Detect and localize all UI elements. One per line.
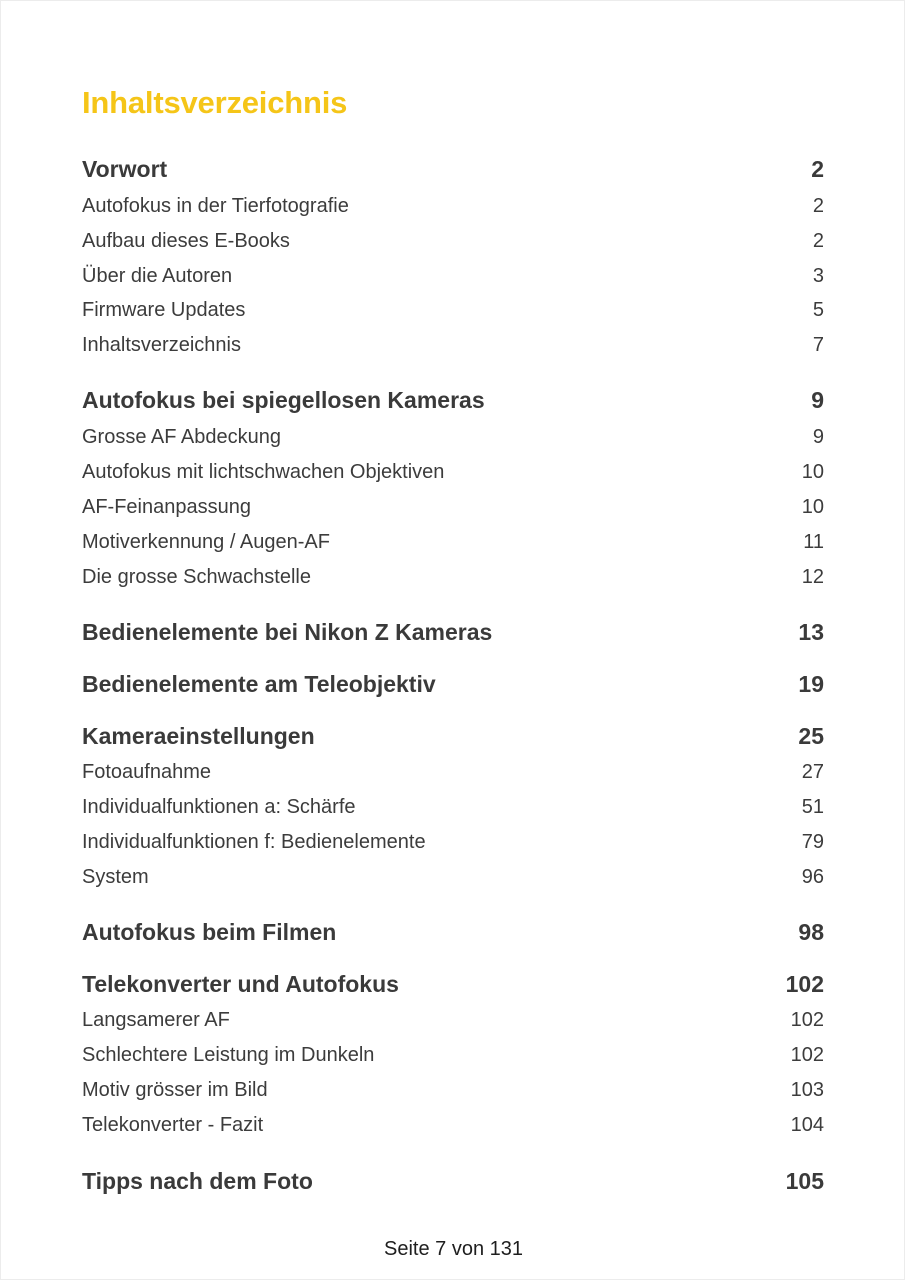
toc-entry-page: 10 <box>801 496 824 518</box>
toc-entry-page: 3 <box>812 265 824 287</box>
toc-entry-label: Die grosse Schwachstelle <box>82 566 311 588</box>
toc-entry-section[interactable] <box>82 265 824 293</box>
toc-entry-label: Individualfunktionen f: Bedienelemente <box>82 831 426 853</box>
toc-entry-label: Firmware Updates <box>82 299 246 321</box>
toc-entry-label: Grosse AF Abdeckung <box>82 426 282 448</box>
toc-entry-section[interactable] <box>82 1114 824 1142</box>
toc-entry-section[interactable] <box>82 831 824 859</box>
toc-entry-section[interactable] <box>82 461 824 489</box>
toc-entry-section[interactable] <box>82 334 824 362</box>
toc-entry-page: 9 <box>812 426 824 448</box>
toc-entry-label: Telekonverter - Fazit <box>82 1114 264 1136</box>
toc-entry-label: System <box>82 866 149 888</box>
toc-entry-label: Über die Autoren <box>82 265 233 287</box>
toc-entry-section[interactable] <box>82 426 824 454</box>
toc-entry-chapter[interactable] <box>82 619 824 649</box>
toc-entry-section[interactable] <box>82 866 824 894</box>
toc-entry-section[interactable] <box>82 195 824 223</box>
toc-entry-chapter[interactable] <box>82 919 824 949</box>
toc-entry-section[interactable] <box>82 796 824 824</box>
toc-entry-label: Autofokus beim Filmen <box>82 919 337 945</box>
toc-entry-label: AF-Feinanpassung <box>82 496 251 518</box>
toc-entry-section[interactable] <box>82 1044 824 1072</box>
toc-entry-page: 104 <box>790 1114 824 1136</box>
toc-entry-page: 10 <box>801 461 824 483</box>
toc-entry-chapter[interactable] <box>82 1168 824 1198</box>
toc-entry-label: Bedienelemente bei Nikon Z Kameras <box>82 619 493 645</box>
toc-entry-page: 98 <box>798 919 824 945</box>
toc-entry-page: 12 <box>801 566 824 588</box>
toc-entry-section[interactable] <box>82 299 824 327</box>
toc-entry-label: Aufbau dieses E-Books <box>82 230 290 252</box>
toc-entry-page: 79 <box>801 831 824 853</box>
toc-entry-page: 13 <box>798 619 824 645</box>
toc-entry-page: 103 <box>790 1079 824 1101</box>
toc-entry-label: Individualfunktionen a: Schärfe <box>82 796 356 818</box>
toc-entry-page: 25 <box>798 723 824 749</box>
toc-entry-chapter[interactable] <box>82 156 824 186</box>
toc-entry-page: 105 <box>785 1168 824 1194</box>
toc-entry-page: 11 <box>803 531 824 553</box>
toc-entry-label: Autofokus mit lichtschwachen Objektiven <box>82 461 445 483</box>
toc-entry-section[interactable] <box>82 531 824 559</box>
toc-entry-label: Inhaltsverzeichnis <box>82 334 241 356</box>
toc-entry-label: Vorwort <box>82 156 168 182</box>
toc-entry-page: 27 <box>801 761 824 783</box>
toc-entry-page: 2 <box>812 230 824 252</box>
toc-entry-page: 7 <box>812 334 824 356</box>
toc-entry-label: Fotoaufnahme <box>82 761 211 783</box>
toc-entry-label: Motiv grösser im Bild <box>82 1079 268 1101</box>
toc-entry-label: Autofokus in der Tierfotografie <box>82 195 349 217</box>
toc-entry-chapter[interactable] <box>82 723 824 753</box>
toc-entry-section[interactable] <box>82 496 824 524</box>
toc-entry-section[interactable] <box>82 1079 824 1107</box>
toc-entry-page: 102 <box>785 971 824 997</box>
toc-entry-page: 51 <box>801 796 824 818</box>
toc-entry-label: Langsamerer AF <box>82 1009 230 1031</box>
toc-entry-label: Motiverkennung / Augen-AF <box>82 531 330 553</box>
toc-entry-label: Autofokus bei spiegellosen Kameras <box>82 387 485 413</box>
toc-entry-page: 5 <box>812 299 824 321</box>
toc-entry-chapter[interactable] <box>82 387 824 417</box>
toc-entry-label: Tipps nach dem Foto <box>82 1168 313 1194</box>
toc-entry-page: 9 <box>811 387 824 413</box>
toc-entry-section[interactable] <box>82 761 824 789</box>
toc-entry-label: Telekonverter und Autofokus <box>82 971 399 997</box>
toc-entry-page: 102 <box>790 1044 824 1066</box>
toc-entry-label: Kameraeinstellungen <box>82 723 315 749</box>
toc-entry-page: 19 <box>798 671 824 697</box>
toc-entry-page: 2 <box>812 195 824 217</box>
toc-entry-chapter[interactable] <box>82 671 824 701</box>
toc-entry-label: Bedienelemente am Teleobjektiv <box>82 671 436 697</box>
toc-entry-section[interactable] <box>82 1009 824 1037</box>
toc-entry-label: Schlechtere Leistung im Dunkeln <box>82 1044 375 1066</box>
toc-entry-section[interactable] <box>82 230 824 258</box>
toc-entry-chapter[interactable] <box>82 971 824 1001</box>
page-title: Inhaltsverzeichnis <box>82 85 348 120</box>
toc-entry-section[interactable] <box>82 566 824 594</box>
toc-entry-page: 2 <box>811 156 824 182</box>
toc-entry-page: 96 <box>801 866 824 888</box>
toc-entry-page: 102 <box>790 1009 824 1031</box>
page-footer: Seite 7 von 131 <box>384 1238 523 1260</box>
